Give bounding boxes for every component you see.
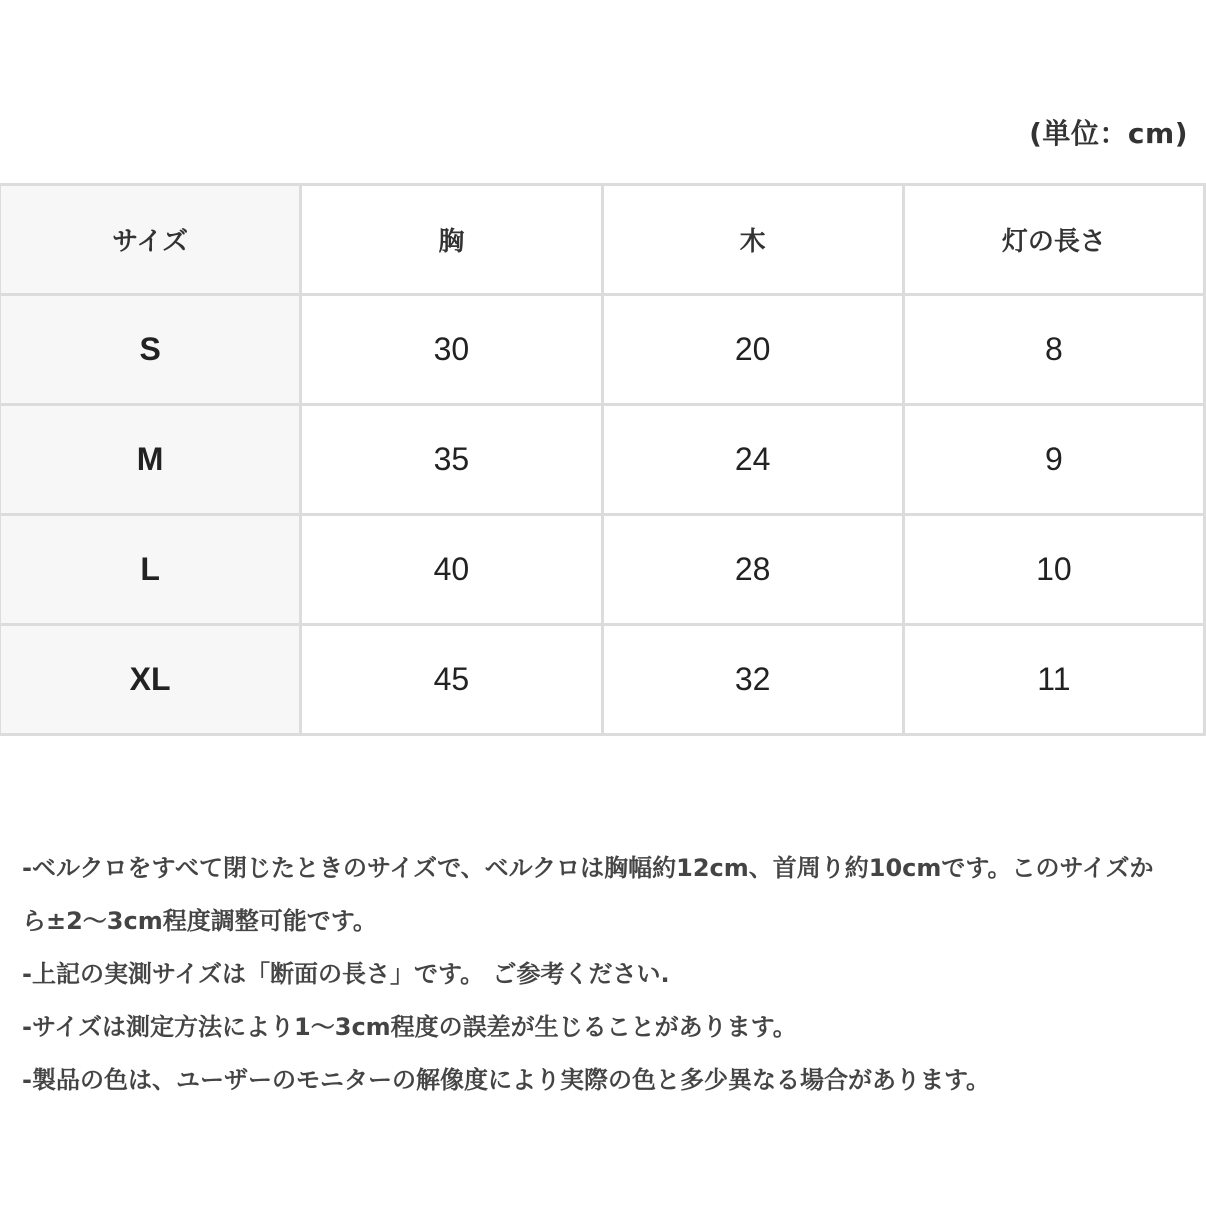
note-item: -上記の実測サイズは「断面の長さ」です。 ご参考ください. (22, 960, 670, 988)
length-cell: 8 (903, 295, 1204, 405)
header-size: サイズ (0, 185, 301, 295)
table-header-row (0, 185, 1205, 295)
length-cell: 9 (903, 405, 1204, 515)
size-cell: S (0, 295, 301, 405)
header-length: 灯の長さ (903, 185, 1204, 295)
chest-cell: 45 (301, 625, 602, 735)
header-chest: 胸 (301, 185, 602, 295)
length-cell: 10 (903, 515, 1204, 625)
chest-cell: 35 (301, 405, 602, 515)
header-body: 木 (602, 185, 903, 295)
size-cell: XL (0, 625, 301, 735)
body-cell: 24 (602, 405, 903, 515)
chest-cell: 40 (301, 515, 602, 625)
note-item: -サイズは測定方法により1〜3cm程度の誤差が生じることがあります。 (22, 1013, 797, 1041)
unit-label: (単位：cm) (1029, 117, 1188, 150)
table-row (0, 515, 1205, 625)
size-table (0, 183, 1206, 736)
length-cell: 11 (903, 625, 1204, 735)
chest-cell: 30 (301, 295, 602, 405)
notes (22, 842, 1172, 1107)
body-cell: 28 (602, 515, 903, 625)
body-cell: 20 (602, 295, 903, 405)
note-item: -ベルクロをすべて閉じたときのサイズで、ベルクロは胸幅約12cm、首周り約10cmです。このサイズから±2〜3cm程度調整可能です。 (22, 854, 1154, 935)
size-cell: L (0, 515, 301, 625)
body-cell: 32 (602, 625, 903, 735)
table-row (0, 625, 1205, 735)
note-item: -製品の色は、ユーザーのモニターの解像度により実際の色と多少異なる場合があります。 (22, 1066, 991, 1094)
table-row (0, 405, 1205, 515)
table-row (0, 295, 1205, 405)
size-cell: M (0, 405, 301, 515)
